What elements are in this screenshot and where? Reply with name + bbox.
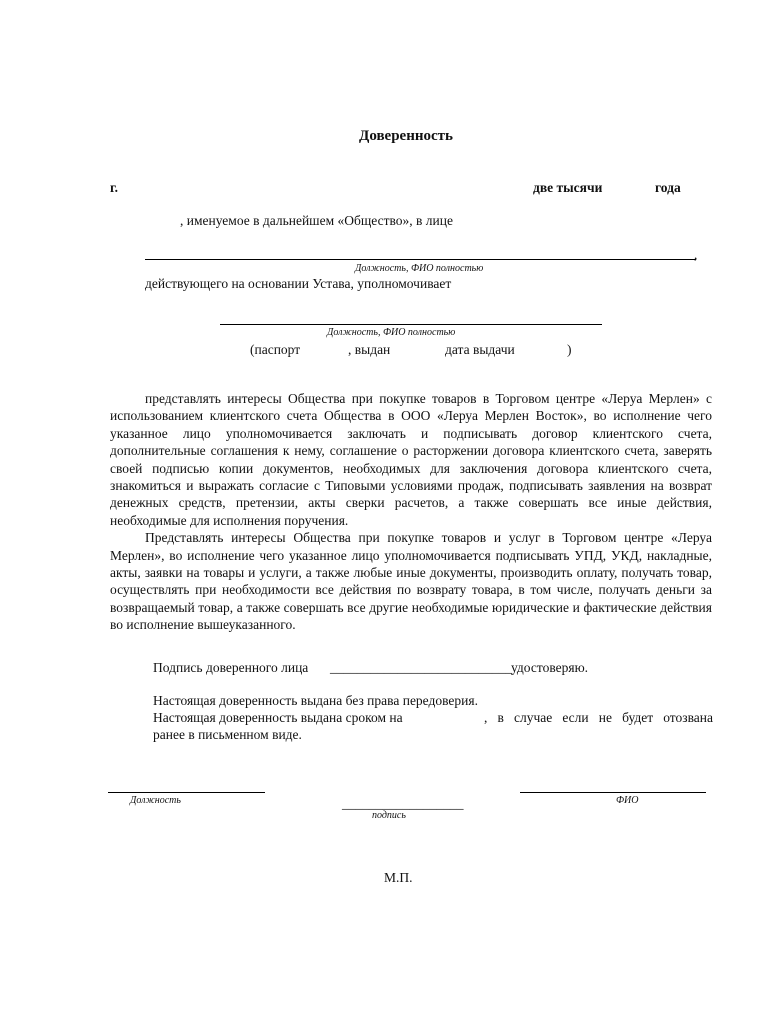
passport-open: (паспорт [250, 342, 301, 357]
issue-date: дата выдачи [445, 342, 515, 357]
city-prefix: г. [110, 180, 118, 195]
caption-position: Должность [130, 795, 181, 806]
representative-fill-line [145, 259, 696, 260]
paragraph-1: представлять интересы Общества при покупке товаров в Торговом центре «Леруа Мерлен» с использованием клиентского счета Общества в ООО «Леруа Мерлен Восток», во исполнение чего указанное лицо уполномочивается заключать и подписывать договор клиентского счета, дополнительные соглашения к нему, соглашение о расторжении договора клиентского счета, заверять своей подписью копии документов, необходимых для заключения договора клиентского счета, знакомиться и выражать согласие с Типовыми условиями продаж, подписывать заявления на возврат денежных средств, претензии, акты сверки расчетов, а также совершать все иные действия, необходимые для исполнения поручения. [110, 391, 712, 528]
fio-sign-line [520, 792, 706, 793]
acting-line: действующего на основании Устава, уполномочивает [145, 276, 452, 291]
body-paragraphs [110, 390, 712, 634]
document-title: Доверенность [359, 128, 453, 144]
no-redelegation-text: Настоящая доверенность выдана без права передоверия. [153, 693, 478, 708]
issued-by: , выдан [348, 342, 391, 357]
caption-position-fio-1: Должность, ФИО полностью [355, 263, 484, 274]
caption-fio: ФИО [616, 795, 639, 806]
year-word: года [655, 180, 681, 195]
position-sign-line [108, 792, 265, 793]
certify-text: удостоверяю. [511, 660, 589, 675]
caption-position-fio-2: Должность, ФИО полностью [327, 327, 456, 338]
attorney-fill-line [220, 324, 602, 325]
signature-underline: __________________ [342, 796, 464, 811]
term-text: Настоящая доверенность выдана сроком на [153, 710, 403, 725]
term-text-2: , в случае если не будет отозвана [484, 710, 713, 725]
comma-after-line: , [694, 247, 698, 262]
company-line: , именуемое в дальнейшем «Общество», в лице [180, 213, 453, 228]
term-text-3: ранее в письменном виде. [153, 727, 302, 742]
stamp-placeholder: М.П. [384, 870, 413, 885]
paragraph-2: Представлять интересы Общества при покупке товаров и услуг в Торговом центре «Леруа Мерлен», во исполнение чего указанное лицо уполномочивается подписывать УПД, УКД, накладные, акты, заявки на товары и услуги, а также любые иные документы, производить оплату, получать товар, осуществлять при необходимости все действия по возврату товара, в том числе, получать деньги за возвращаемый товар, а также совершать все другие необходимые юридические и фактические действия во исполнение вышеуказанного. [110, 530, 712, 633]
caption-signature: подпись [372, 810, 406, 821]
signature-blank: ___________________________ [330, 660, 513, 675]
date-words: две тысячи [533, 180, 603, 195]
signature-label: Подпись доверенного лица [153, 660, 309, 675]
passport-close: ) [567, 342, 572, 357]
